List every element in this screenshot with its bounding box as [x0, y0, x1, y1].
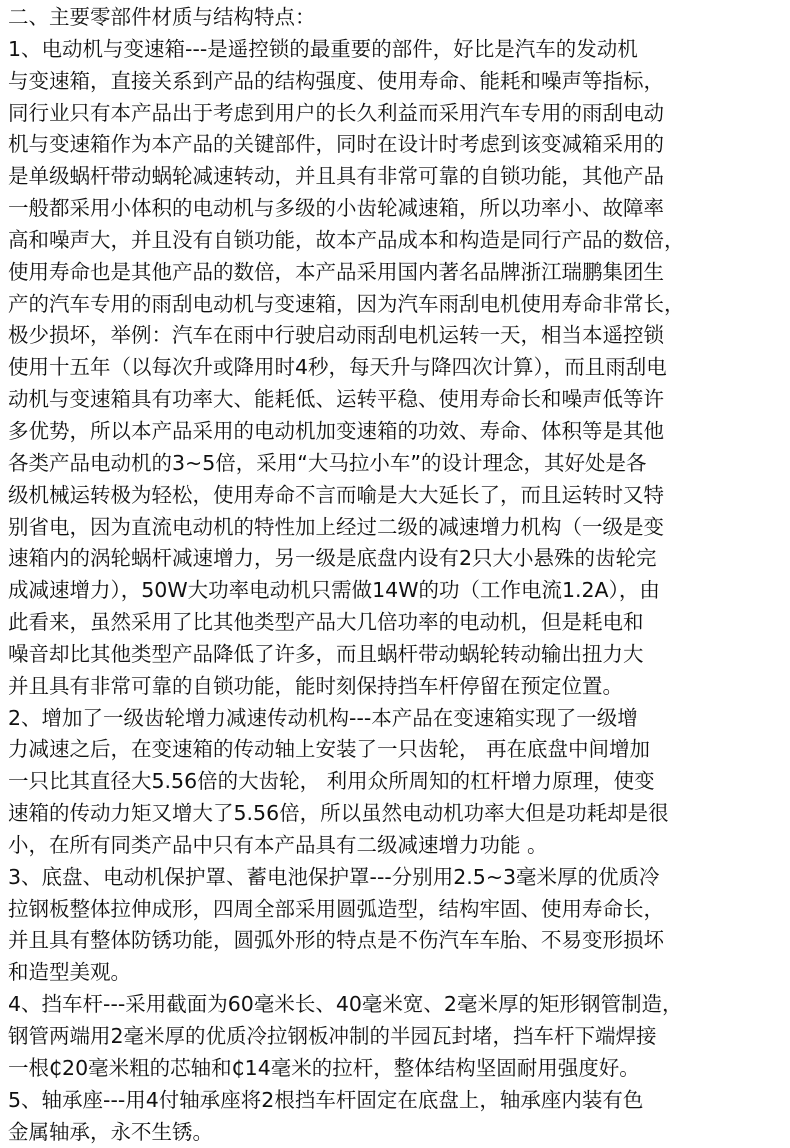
- text-line: 小，在所有同类产品中只有本产品具有二级减速增力功能 。: [8, 832, 548, 857]
- text-line: 金属轴承，永不生锈。: [8, 1119, 213, 1144]
- section-heading: 二、主要零部件材质与结构特点：: [8, 5, 316, 29]
- text-line: 钢管两端用2毫米厚的优质冷拉钢板冲制的半园瓦封堵，挡车杆下端焊接: [8, 1024, 657, 1048]
- text-line: 是单级蜗杆带动蜗轮减速转动，并且具有非常可靠的自锁功能，其他产品: [8, 164, 664, 189]
- text-line: 和造型美观。: [8, 960, 131, 985]
- text-line: 多优势，所以本产品采用的电动机加变速箱的功效、寿命、体积等是其他: [8, 418, 664, 443]
- text-line: 别省电，因为直流电动机的特性加上经过二级的减速增力机构（一级是变: [8, 514, 664, 539]
- text-line: 4、挡车杆---采用截面为60毫米长、40毫米宽、2毫米厚的矩形钢管制造，: [8, 992, 683, 1017]
- text-line: 一般都采用小体积的电动机与多级的小齿轮减速箱，所以功率小、故障率: [8, 196, 664, 221]
- text-line: 一根₵20毫米粗的芯轴和₵14毫米的拉杆，整体结构坚固耐用强度好。: [8, 1055, 640, 1080]
- text-line: 动机与变速箱具有功率大、能耗低、运转平稳、使用寿命长和噪声低等许: [8, 387, 664, 412]
- text-line: 高和噪声大，并且没有自锁功能，故本产品成本和构造是同行产品的数倍，: [8, 227, 685, 252]
- text-line: 机与变速箱作为本产品的关键部件，同时在设计时考虑到该变减箱采用的: [8, 132, 664, 157]
- text-line: 各类产品电动机的3~5倍，采用“大马拉小车”的设计理念，其好处是各: [8, 450, 647, 475]
- text-line: 并且具有整体防锈功能，圆弧外形的特点是不伤汽车车胎、不易变形损坏: [8, 928, 664, 953]
- text-line: 力减速之后，在变速箱的传动轴上安装了一只齿轮， 再在底盘中间增加: [8, 737, 651, 762]
- text-line: 极少损坏，举例：汽车在雨中行驶启动雨刮电机运转一天，相当本遥控锁: [8, 323, 664, 348]
- text-line: 噪音却比其他类型产品降低了许多，而且蜗杆带动蜗轮转动输出扭力大: [8, 641, 644, 666]
- text-line: 3、底盘、电动机保护罩、蓄电池保护罩---分别用2.5~3毫米厚的优质冷: [8, 864, 660, 889]
- text-line: 成减速增力），50W大功率电动机只需做14W的功（工作电流1.2A），由: [8, 578, 660, 603]
- text-line: 速箱的传动力矩又增大了5.56倍，所以虽然电动机功率大但是功耗却是很: [8, 801, 669, 826]
- text-line: 5、轴承座---用4付轴承座将2根挡车杆固定在底盘上，轴承座内装有色: [8, 1087, 644, 1112]
- text-line: 使用寿命也是其他产品的数倍，本产品采用国内著名品牌浙江瑞鹏集团生: [8, 259, 664, 284]
- text-line: 速箱内的涡轮蜗杆减速增力，另一级是底盘内设有2只大小悬殊的齿轮完: [8, 546, 657, 571]
- text-line: 并且具有非常可靠的自锁功能，能时刻保持挡车杆停留在预定位置。: [8, 673, 623, 698]
- text-line: 2、增加了一级齿轮增力减速传动机构---本产品在变速箱实现了一级增: [8, 705, 638, 730]
- text-line: 一只比其直径大5.56倍的大齿轮， 利用众所周知的杠杆增力原理，使变: [8, 769, 655, 794]
- text-line: 此看来，虽然采用了比其他类型产品大几倍功率的电动机，但是耗电和: [8, 610, 644, 635]
- text-line: 1、电动机与变速箱---是遥控锁的最重要的部件，好比是汽车的发动机: [8, 36, 638, 61]
- text-line: 同行业只有本产品出于考虑到用户的长久利益而采用汽车专用的雨刮电动: [8, 100, 664, 125]
- text-line: 与变速箱，直接关系到产品的结构强度、使用寿命、能耗和噪声等指标，: [8, 68, 664, 93]
- text-line: 级机械运转极为轻松，使用寿命不言而喻是大大延长了，而且运转时又特: [8, 482, 664, 507]
- text-line: 使用十五年（以每次升或降用时4秒，每天升与降四次计算），而且雨刮电: [8, 355, 667, 380]
- text-line: 产的汽车专用的雨刮电动机与变速箱，因为汽车雨刮电机使用寿命非常长，: [8, 291, 685, 316]
- text-line: 拉钢板整体拉伸成形，四周全部采用圆弧造型，结构牢固、使用寿命长，: [8, 896, 664, 921]
